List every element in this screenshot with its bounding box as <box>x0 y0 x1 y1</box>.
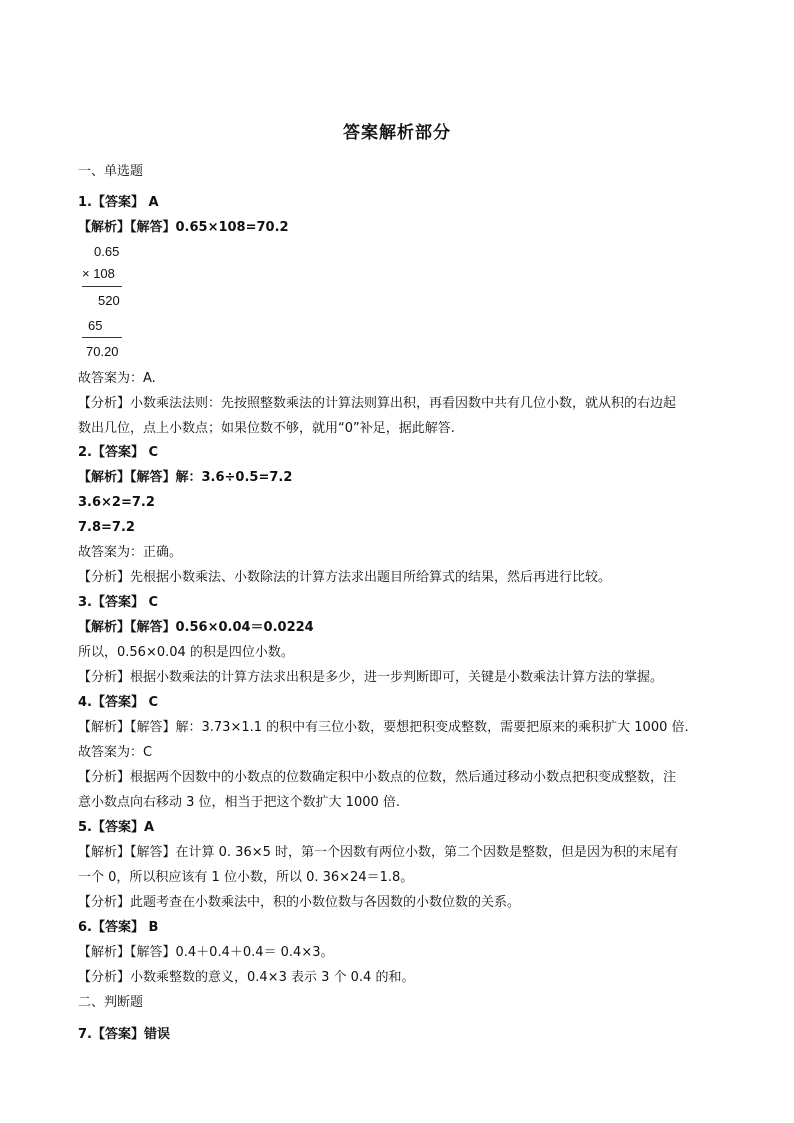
q6-answer: 6.【答案】 B <box>78 920 159 935</box>
q6-note: 【分析】小数乘整数的意义，0.4×3 表示 3 个 0.4 的和。 <box>78 970 415 985</box>
calc-multiplier: × 108 <box>82 266 115 281</box>
q2-analysis: 【解析】【解答】解：3.6÷0.5=7.2 <box>78 470 293 485</box>
q2-note: 【分析】先根据小数乘法、小数除法的计算方法求出题目所给算式的结果，然后再进行比较。 <box>78 570 612 585</box>
calc-multiplicand: 0.65 <box>94 244 120 259</box>
calc-result: 70.20 <box>86 344 119 359</box>
q3-analysis: 【解析】【解答】0.56×0.04＝0.0224 <box>78 620 314 635</box>
calc-rule-1 <box>82 286 122 287</box>
section-heading-single-choice: 一、单选题 <box>78 164 144 179</box>
q2-conclusion: 故答案为：正确。 <box>78 545 183 560</box>
q5-answer: 5.【答案】A <box>78 820 155 835</box>
q4-note-line-2: 意小数点向右移动 3 位，相当于把这个数扩大 1000 倍. <box>78 795 401 810</box>
q2-line-3: 7.8=7.2 <box>78 520 135 535</box>
q1-note-line-1: 【分析】小数乘法法则：先按照整数乘法的计算法则算出积，再看因数中共有几位小数，就从积的右边起 <box>78 396 677 411</box>
q4-answer: 4.【答案】 C <box>78 695 159 710</box>
q3-line-2: 所以，0.56×0.04 的积是四位小数。 <box>78 645 294 660</box>
q7-answer: 7.【答案】错误 <box>78 1027 170 1042</box>
calc-partial-1: 520 <box>98 293 120 308</box>
q1-answer: 1.【答案】 A <box>78 195 159 210</box>
q3-answer: 3.【答案】 C <box>78 595 159 610</box>
q3-note: 【分析】根据小数乘法的计算方法求出积是多少，进一步判断即可，关键是小数乘法计算方法的掌握。 <box>78 670 664 685</box>
q1-note-line-2: 数出几位，点上小数点；如果位数不够，就用“0”补足，据此解答. <box>78 421 455 436</box>
q1-conclusion: 故答案为：A. <box>78 371 156 386</box>
calc-partial-2: 65 <box>88 318 103 333</box>
q6-analysis: 【解析】【解答】0.4＋0.4＋0.4＝ 0.4×3。 <box>78 945 334 960</box>
q5-analysis-line-1: 【解析】【解答】在计算 0. 36×5 时，第一个因数有两位小数，第二个因数是整数，但是因为积的末尾有 <box>78 845 679 860</box>
page-title: 答案解析部分 <box>343 123 451 143</box>
q2-answer: 2.【答案】 C <box>78 445 159 460</box>
calc-rule-2 <box>82 337 122 338</box>
q2-line-2: 3.6×2=7.2 <box>78 495 155 510</box>
q5-note: 【分析】此题考查在小数乘法中，积的小数位数与各因数的小数位数的关系。 <box>78 895 521 910</box>
section-heading-true-false: 二、判断题 <box>78 995 144 1010</box>
q5-analysis-line-2: 一个 0，所以积应该有 1 位小数，所以 0. 36×24＝1.8。 <box>78 870 414 885</box>
q1-analysis: 【解析】【解答】0.65×108=70.2 <box>78 220 289 235</box>
q4-analysis: 【解析】【解答】解：3.73×1.1 的积中有三位小数，要想把积变成整数，需要把原来的乘积扩大 1000 倍. <box>78 720 689 735</box>
q4-note-line-1: 【分析】根据两个因数中的小数点的位数确定积中小数点的位数，然后通过移动小数点把积变成整数，注 <box>78 770 677 785</box>
q4-conclusion: 故答案为：C <box>78 745 153 760</box>
